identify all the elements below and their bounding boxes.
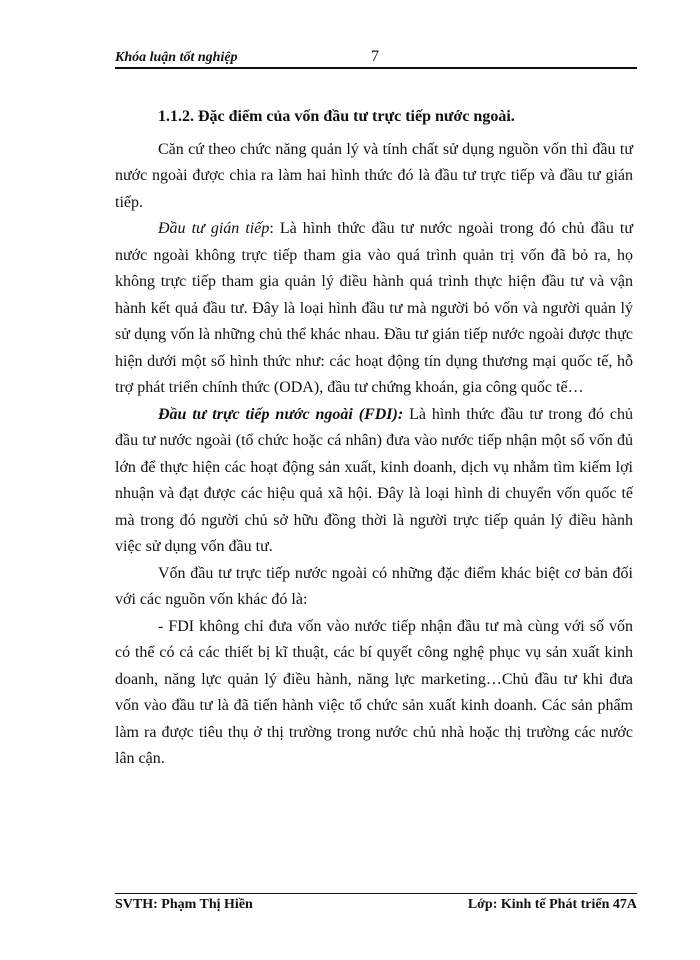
student-name: SVTH: Phạm Thị Hiền [115,897,253,912]
paragraph-fdi-characteristics-intro: Vốn đầu tư trực tiếp nước ngoài có những đặc điểm khác biệt cơ bản đối với các nguồn vốn khác đó là: [115,564,633,608]
page-body [115,104,633,773]
paragraph-indirect-investment [115,216,633,402]
paragraph-fdi-characteristic-1: - FDI không chỉ đưa vốn vào nước tiếp nhận đầu tư mà cùng với số vốn có thể có cả các thiết bị kĩ thuật, các bí quyết công nghệ phục vụ sản xuất kinh doanh, năng lực quản lý điều hành, năng lực marketing…Chủ đầu tư khi đưa vốn vào đầu tư là đã tiến hành việc tổ chức sản xuất kinh doanh. Các sản phẩm làm ra được tiêu thụ ở thị trường trong nước chủ nhà hoặc thị trường các nước lân cận. [115,617,633,767]
paragraph-fdi-definition [115,402,633,561]
term-indirect-investment: Đầu tư gián tiếp [158,220,270,237]
class-name: Lớp: Kinh tế Phát triển 47A [467,897,637,912]
paragraph-investment-forms: Căn cứ theo chức năng quản lý và tính chất sử dụng nguồn vốn thì đầu tư nước ngoài được chia ra làm hai hình thức đó là đầu tư trực tiếp và đầu tư gián tiếp. [115,140,633,211]
term-fdi: Đầu tư trực tiếp nước ngoài (FDI): [158,405,404,423]
page-number: 7 [371,48,379,65]
footer-rule [115,893,637,894]
thesis-title: Khóa luận tốt nghiệp [115,50,238,65]
section-heading: 1.1.2. Đặc điểm của vốn đầu tư trực tiếp nước ngoài. [158,108,515,125]
header-rule [115,67,637,69]
fdi-definition-text: Là hình thức đầu tư trong đó chủ đầu tư nước ngoài (tổ chức hoặc cá nhân) đưa vào nước tiếp nhận một số vốn đủ lớn để thực hiện các hoạt động sản xuất, kinh doanh, dịch vụ nhằm tìm kiếm lợi nhuận và đạt được các hiệu quả xã hội. Đây là loại hình di chuyển vốn quốc tế mà trong đó người chủ sở hữu đồng thời là người trực tiếp quản lý điều hành việc sử dụng vốn đầu tư. [115,405,633,555]
page-header [115,46,635,66]
indirect-investment-text: : Là hình thức đầu tư nước ngoài trong đó chủ đầu tư nước ngoài không trực tiếp tham gia vào quá trình quản trị vốn đã bỏ ra, họ không trực tiếp tham gia quản lý điều hành quá trình thực hiện đầu tư và vận hành kết quả đầu tư. Đây là loại hình đầu tư mà người bỏ vốn và người quản lý sử dụng vốn là những chủ thể khác nhau. Đầu tư gián tiếp nước ngoài được thực hiện dưới một số hình thức như: các hoạt động tín dụng thương mại quốc tế, hỗ trợ phát triển chính thức (ODA), đầu tư chứng khoán, gia công quốc tế… [115,220,634,396]
